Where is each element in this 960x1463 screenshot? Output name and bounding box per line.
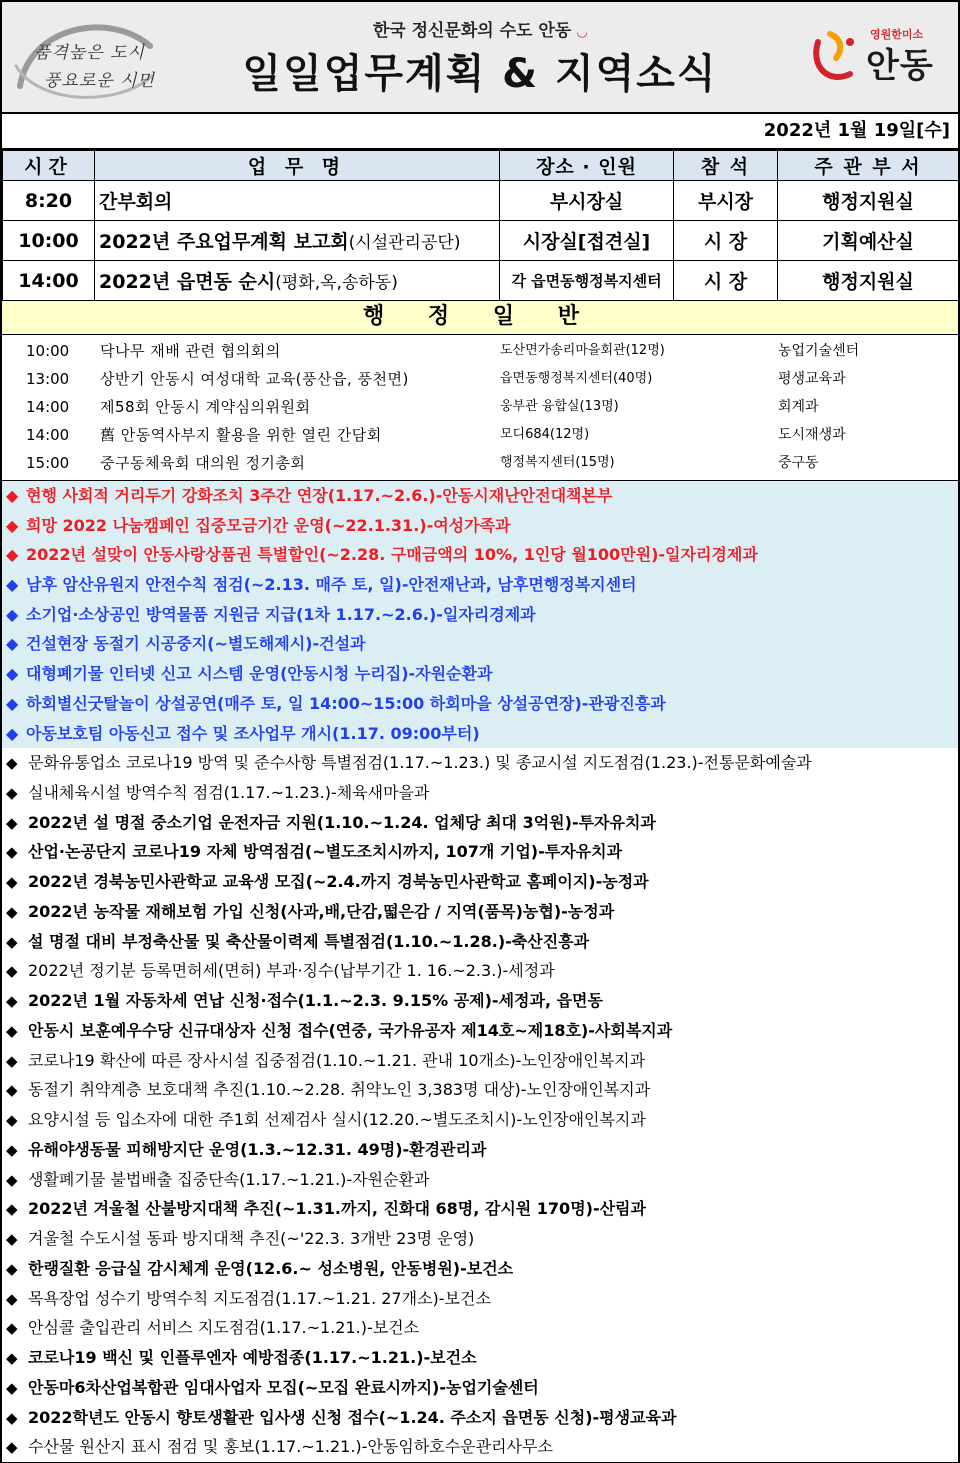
notice-text: 아동보호팀 아동신고 접수 및 조사업무 개시(1.17. 09:00부터) [26, 723, 480, 743]
list-item [2, 867, 958, 897]
list-item [2, 1254, 958, 1284]
section-title: 행 정 일 반 [2, 301, 958, 335]
admin-row [2, 365, 958, 393]
slogan-line2: 풍요로운 시민 [44, 71, 155, 91]
diamond-icon: ◆ [6, 1170, 18, 1189]
notice-item [2, 629, 958, 659]
diamond-icon: ◆ [6, 1051, 18, 1070]
diamond-icon: ◆ [6, 634, 19, 654]
item-list [2, 748, 958, 1462]
diamond-icon: ◆ [6, 1021, 18, 1040]
admin-place: 읍면동행정복지센터(40명) [500, 371, 653, 386]
list-item [2, 837, 958, 867]
list-item [2, 808, 958, 838]
list-item [2, 1284, 958, 1314]
item-text: 한랭질환 응급실 감시체계 운영(12.6.~ 성소병원, 안동병원)-보건소 [28, 1258, 514, 1278]
notice-item [2, 689, 958, 719]
row-task [95, 181, 500, 221]
admin-place: 모디684(12명) [500, 427, 590, 442]
admin-time: 14:00 [26, 398, 70, 416]
notice-text: 2022년 설맞이 안동사랑상품권 특별할인(~2.28. 구매금액의 10%, 1인당 월100만원)-일자리경제과 [26, 545, 758, 565]
page-title: 일일업무계획 & 지역소식 [242, 51, 718, 97]
notice-list [2, 481, 958, 748]
list-item [2, 1105, 958, 1135]
col-attendee: 참 석 [674, 151, 778, 181]
schedule-row [3, 261, 959, 301]
diamond-icon: ◆ [6, 604, 19, 624]
list-item [2, 1432, 958, 1462]
diamond-icon: ◆ [6, 992, 18, 1011]
row-attendee: 시 장 [674, 261, 778, 301]
row-place: 시장실[접견실] [500, 221, 674, 261]
list-item [2, 1016, 958, 1046]
item-text: 요양시설 등 입소자에 대한 주1회 선제검사 실시(12.20.~별도조치시)-노인장애인복지과 [28, 1110, 646, 1130]
brand-slogan: 영원한미소 [870, 28, 924, 41]
diamond-icon: ◆ [6, 1438, 18, 1457]
diamond-icon: ◆ [6, 783, 18, 802]
notice-item [2, 570, 958, 600]
schedule-row [3, 181, 959, 221]
diamond-icon: ◆ [6, 813, 18, 832]
admin-row [2, 337, 958, 365]
diamond-icon: ◆ [6, 545, 19, 565]
list-item [2, 1373, 958, 1403]
list-item [2, 956, 958, 986]
list-item [2, 778, 958, 808]
col-place: 장소 · 인원 [500, 151, 674, 181]
notice-text: 희망 2022 나눔캠페인 집중모금기간 운영(~22.1.31.)-여성가족과 [26, 515, 511, 535]
schedule-table [2, 150, 959, 301]
admin-dept: 평생교육과 [778, 371, 846, 387]
item-text: 안동마6차산업복합관 임대사업자 모집(~모집 완료시까지)-농업기술센터 [28, 1377, 539, 1397]
diamond-icon: ◆ [6, 873, 18, 892]
admin-row [2, 449, 958, 477]
task-text: 간부회의 [99, 191, 173, 213]
notice-text: 건설현장 동절기 시공중지(~별도해제시)-건설과 [26, 634, 366, 654]
list-item [2, 986, 958, 1016]
admin-time: 14:00 [26, 426, 70, 444]
subtitle-text: 한국 정신문화의 수도 안동 [372, 21, 572, 41]
list-item [2, 1046, 958, 1076]
notice-item [2, 540, 958, 570]
schedule-row [3, 221, 959, 261]
col-dept: 주 관 부 서 [778, 151, 959, 181]
task-note: (평화,옥,송하동) [275, 273, 398, 293]
admin-task: 중구동체육회 대의원 정기총회 [100, 454, 306, 472]
admin-task: 제58회 안동시 계약심의위원회 [100, 398, 311, 416]
list-item [2, 748, 958, 778]
diamond-icon: ◆ [6, 1230, 18, 1249]
col-task: 업 무 명 [95, 151, 500, 181]
item-text: 문화유통업소 코로나19 방역 및 준수사항 특별점검(1.17.~1.23.) 및 종교시설 지도점검(1.23.)-전통문화예술과 [28, 753, 812, 773]
list-item [2, 1165, 958, 1195]
list-item [2, 1343, 958, 1373]
item-text: 2022년 1월 자동차세 연납 신청·접수(1.1.~2.3. 9.15% 공제)-세정과, 읍면동 [28, 991, 603, 1011]
admin-dept: 중구동 [778, 455, 819, 471]
list-item [2, 897, 958, 927]
admin-dept: 회계과 [778, 399, 819, 415]
admin-dept: 농업기술센터 [778, 343, 860, 359]
admin-task: 닥나무 재배 관련 협의회의 [100, 342, 281, 360]
notice-item [2, 511, 958, 541]
item-text: 2022년 경북농민사관학교 교육생 모집(~2.4.까지 경북농민사관학교 홈페이지)-농정과 [28, 872, 649, 892]
notice-item [2, 600, 958, 630]
item-text: 2022년 설 명절 중소기업 운전자금 지원(1.10.~1.24. 업체당 최대 3억원)-투자유치과 [28, 812, 656, 832]
diamond-icon: ◆ [6, 575, 19, 595]
notice-text: 소기업·소상공인 방역물품 지원금 지급(1차 1.17.~2.6.)-일자리경제과 [26, 604, 536, 624]
item-text: 코로나19 백신 및 인플루엔자 예방접종(1.17.~1.21.)-보건소 [28, 1348, 477, 1368]
admin-place: 웅부관 융합실(13명) [500, 399, 619, 414]
schedule-header-row [3, 151, 959, 181]
item-text: 수산물 원산지 표시 점검 및 홍보(1.17.~1.21.)-안동임하호수운관리사무소 [28, 1437, 553, 1457]
item-text: 코로나19 확산에 따른 장사시설 집중점검(1.10.~1.21. 관내 10개소)-노인장애인복지과 [28, 1050, 646, 1070]
item-text: 안동시 보훈예우수당 신규대상자 신청 접수(연중, 국가유공자 제14호~제18호)-사회복지과 [28, 1020, 673, 1040]
admin-task: 상반기 안동시 여성대학 교육(풍산읍, 풍천면) [100, 370, 409, 388]
item-text: 실내체육시설 방역수칙 점검(1.17.~1.23.)-체육새마을과 [28, 782, 430, 802]
diamond-icon: ◆ [6, 1111, 18, 1130]
row-attendee: 시 장 [674, 221, 778, 261]
admin-dept: 도시재생과 [778, 427, 846, 443]
header [2, 2, 958, 114]
item-text: 산업·논공단지 코로나19 자체 방역점검(~별도조치시까지, 107개 기업)-투자유치과 [28, 842, 623, 862]
andong-mark-icon [810, 28, 860, 84]
admin-time: 15:00 [26, 454, 70, 472]
admin-task: 舊 안동역사부지 활용을 위한 열린 간담회 [100, 426, 382, 444]
diamond-icon: ◆ [6, 754, 18, 773]
notice-item [2, 719, 958, 749]
item-text: 설 명절 대비 부정축산물 및 축산물이력제 특별점검(1.10.~1.28.)-축산진흥과 [28, 931, 590, 951]
diamond-icon: ◆ [6, 1349, 18, 1368]
list-item [2, 1075, 958, 1105]
item-text: 2022학년도 안동시 향토생활관 입사생 신청 접수(~1.24. 주소지 읍면동 신청)-평생교육과 [28, 1407, 677, 1427]
diamond-icon: ◆ [6, 962, 18, 981]
notice-text: 남후 암산유원지 안전수칙 점검(~2.13. 매주 토, 일)-안전재난과, 남후면행정복지센터 [26, 575, 637, 595]
row-time: 10:00 [3, 221, 95, 261]
notice-text: 대형폐기물 인터넷 신고 시스템 운영(안동시청 누리집)-자원순환과 [26, 664, 493, 684]
list-item [2, 927, 958, 957]
diamond-icon: ◆ [6, 902, 18, 921]
item-text: 유해야생동물 피해방지단 운영(1.3.~12.31. 49명)-환경관리과 [28, 1139, 487, 1159]
diamond-icon: ◆ [6, 1081, 18, 1100]
diamond-icon: ◆ [6, 486, 19, 505]
diamond-icon: ◆ [6, 1200, 18, 1219]
row-dept: 행정지원실 [778, 181, 959, 221]
item-text: 2022년 정기분 등록면허세(면허) 부과·징수(납부기간 1. 16.~2.3.)-세정과 [28, 961, 555, 981]
diamond-icon: ◆ [6, 1289, 18, 1308]
admin-list [2, 335, 958, 481]
admin-time: 13:00 [26, 370, 70, 388]
admin-row [2, 421, 958, 449]
row-place: 각 읍면동행정복지센터 [500, 261, 674, 301]
andong-logo [810, 24, 940, 88]
smile-icon: ◡ [577, 25, 588, 40]
diamond-icon: ◆ [6, 515, 19, 535]
brand-name: 안동 [866, 46, 934, 86]
admin-place: 도산면가송리마을회관(12명) [500, 343, 665, 358]
item-text: 2022년 농작물 재해보험 가입 신청(사과,배,단감,떫은감 / 지역(품목)농협)-농정과 [28, 901, 615, 921]
item-text: 2022년 겨울철 산불방지대책 추진(~1.31.까지, 진화대 68명, 감시원 170명)-산림과 [28, 1199, 646, 1219]
item-text: 목욕장업 성수기 방역수칙 지도점검(1.17.~1.21. 27개소)-보건소 [28, 1288, 491, 1308]
slogan-line1: 품격높은 도시 [34, 43, 145, 63]
item-text: 겨울철 수도시설 동파 방지대책 추진(~'22.3. 3개반 23명 운영) [28, 1229, 475, 1249]
diamond-icon: ◆ [6, 723, 19, 743]
diamond-icon: ◆ [6, 1378, 18, 1397]
item-text: 동절기 취약계층 보호대책 추진(1.10.~2.28. 취약노인 3,383명 대상)-노인장애인복지과 [28, 1080, 651, 1100]
diamond-icon: ◆ [6, 1259, 18, 1278]
row-time: 8:20 [3, 181, 95, 221]
notice-item [2, 659, 958, 689]
admin-row [2, 393, 958, 421]
item-text: 안심콜 출입관리 서비스 지도점검(1.17.~1.21.)-보건소 [28, 1318, 420, 1338]
row-time: 14:00 [3, 261, 95, 301]
notice-text: 현행 사회적 거리두기 강화조치 3주간 연장(1.17.~2.6.)-안동시재난안전대책본부 [26, 486, 613, 505]
list-item [2, 1313, 958, 1343]
notice-item [2, 481, 958, 511]
row-task [95, 221, 500, 261]
list-item [2, 1224, 958, 1254]
row-task [95, 261, 500, 301]
diamond-icon: ◆ [6, 664, 19, 684]
row-place: 부시장실 [500, 181, 674, 221]
admin-time: 10:00 [26, 342, 70, 360]
list-item [2, 1135, 958, 1165]
date-label: 2022년 1월 19일[수] [2, 114, 958, 150]
row-attendee: 부시장 [674, 181, 778, 221]
diamond-icon: ◆ [6, 693, 19, 713]
row-dept: 기획예산실 [778, 221, 959, 261]
diamond-icon: ◆ [6, 1408, 18, 1427]
col-time: 시간 [3, 151, 95, 181]
task-note: (시설관리공단) [348, 233, 461, 253]
diamond-icon: ◆ [6, 1140, 18, 1159]
task-text: 2022년 읍면동 순시 [99, 271, 276, 293]
diamond-icon: ◆ [6, 1319, 18, 1338]
list-item [2, 1403, 958, 1433]
diamond-icon: ◆ [6, 843, 18, 862]
row-dept: 행정지원실 [778, 261, 959, 301]
list-item [2, 1194, 958, 1224]
item-text: 생활폐기물 불법배출 집중단속(1.17.~1.21.)-자원순환과 [28, 1169, 430, 1189]
notice-text: 하회별신굿탈놀이 상설공연(매주 토, 일 14:00~15:00 하회마을 상설공연장)-관광진흥과 [26, 693, 666, 713]
task-text: 2022년 주요업무계획 보고회 [99, 231, 349, 253]
diamond-icon: ◆ [6, 932, 18, 951]
admin-place: 행정복지센터(15명) [500, 455, 615, 470]
